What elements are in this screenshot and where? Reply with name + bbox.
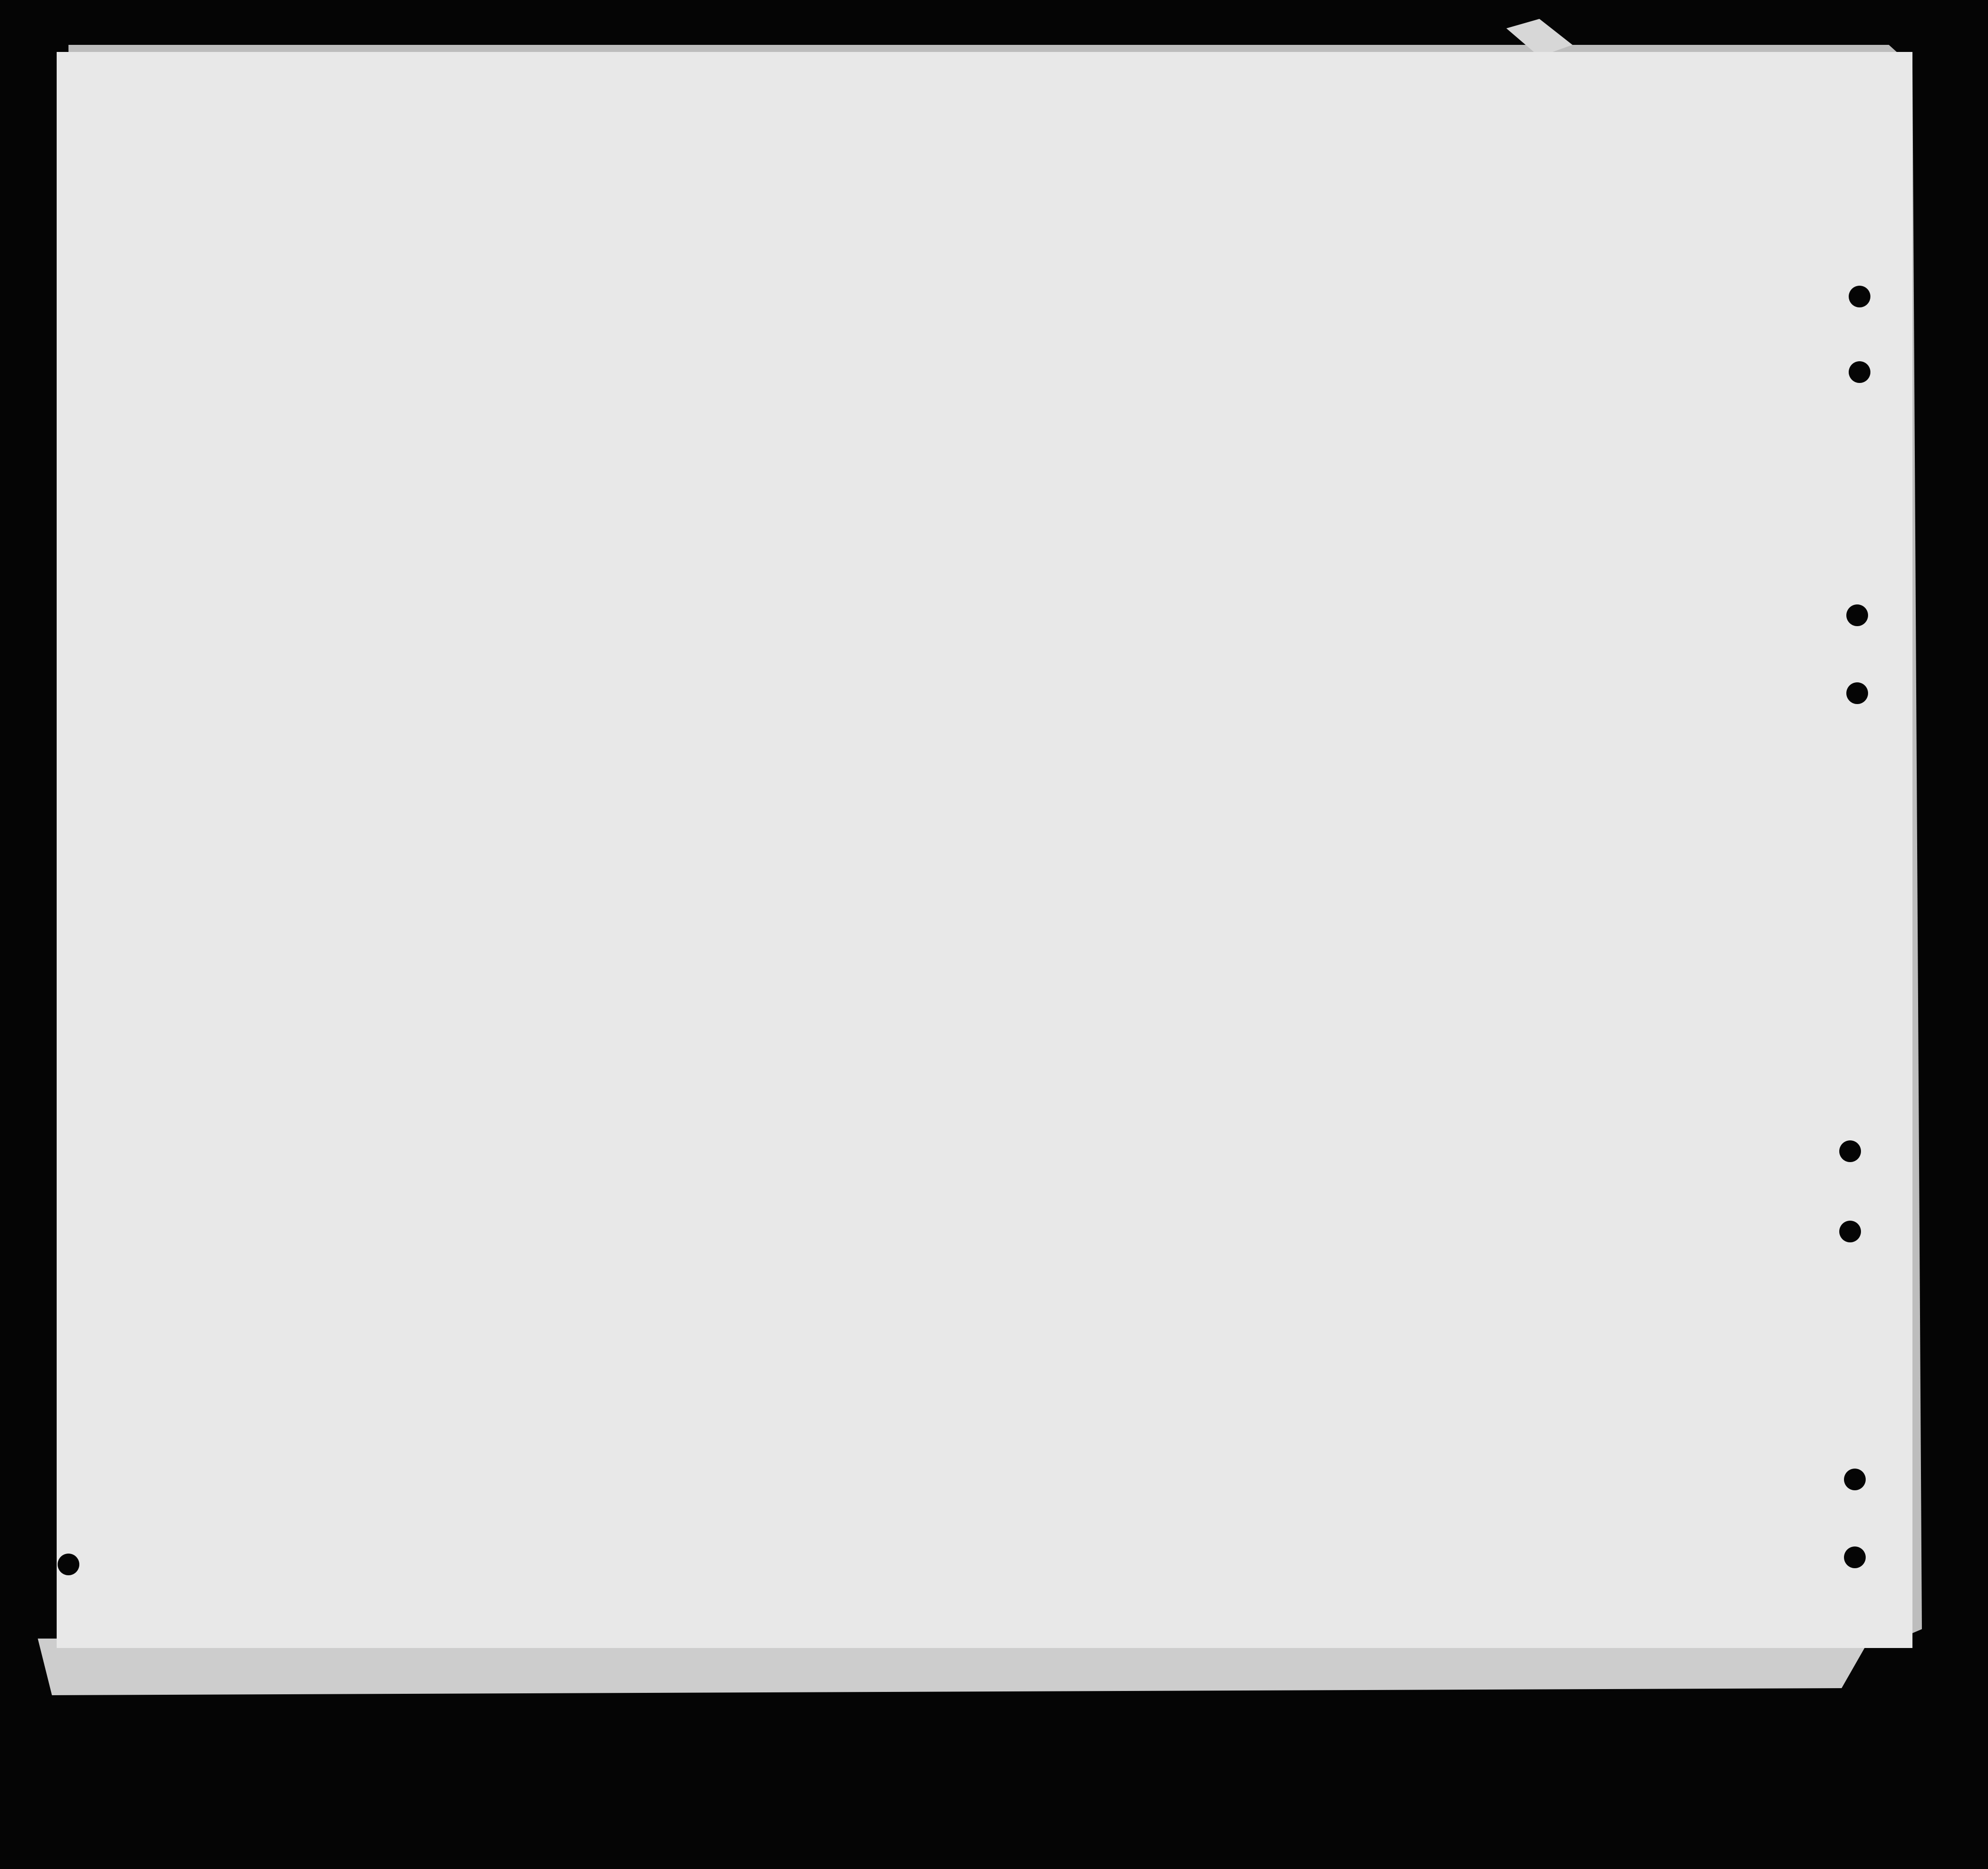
binder-hole <box>58 1554 79 1575</box>
binder-hole <box>1846 604 1868 626</box>
binder-hole <box>1846 682 1868 704</box>
binder-hole <box>1839 1140 1861 1162</box>
binder-hole <box>1849 361 1870 383</box>
binder-hole <box>1844 1469 1866 1490</box>
binder-hole <box>1844 1546 1866 1568</box>
binder-hole <box>1849 286 1870 307</box>
binder-hole <box>1839 1221 1861 1242</box>
manifest-sheet <box>57 52 1912 1648</box>
